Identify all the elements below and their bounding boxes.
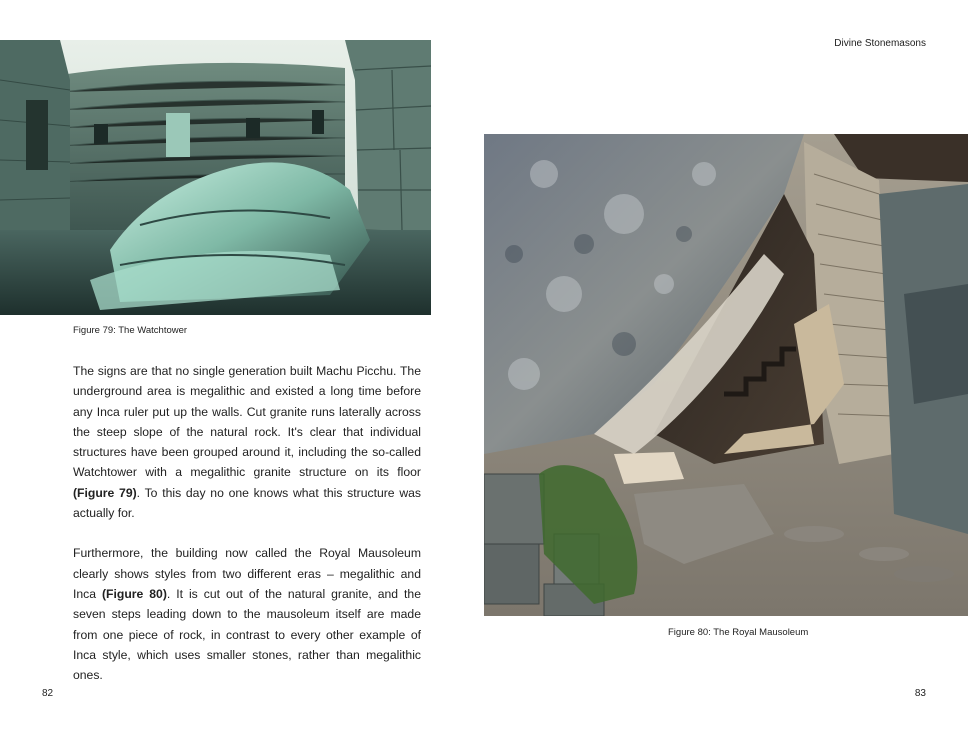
paragraph-text: . It is cut out of the natural granite, and the seven steps leading down to the mausoleum itself are made from one piece of rock, in contrast to every other example of Inca style, which uses smaller stones, rather than megalithic ones. xyxy=(73,586,421,683)
paragraph xyxy=(73,543,421,685)
paragraph-text: The signs are that no single generation built Machu Picchu. The underground area is megalithic and existed a long time before any Inca ruler put up the walls. Cut granite runs laterally across the steep slope of the natural rock. It's clear that individual structures have been grouped around it, including the so-called Watchtower with a megalithic granite structure on its floor xyxy=(73,364,421,480)
figure-reference: (Figure 80) xyxy=(102,586,167,601)
running-head: Divine Stonemasons xyxy=(834,38,926,49)
figure-79-caption: Figure 79: The Watchtower xyxy=(73,325,188,336)
paragraph-text: . To this day no one knows what this structure was actually for. xyxy=(73,485,421,521)
paragraph-text: Furthermore, the building now called the Royal Mausoleum clearly shows styles from two different eras – megalithic and Inca xyxy=(73,546,421,601)
paragraph xyxy=(73,361,421,523)
page-number: 83 xyxy=(914,688,926,699)
page-number: 82 xyxy=(42,688,54,699)
watchtower-photo xyxy=(0,40,431,315)
right-page xyxy=(484,0,968,740)
royal-mausoleum-photo xyxy=(484,134,968,616)
body-text xyxy=(73,361,421,685)
figure-reference: (Figure 79) xyxy=(73,485,137,500)
figure-80-caption: Figure 80: The Royal Mausoleum xyxy=(668,627,809,638)
